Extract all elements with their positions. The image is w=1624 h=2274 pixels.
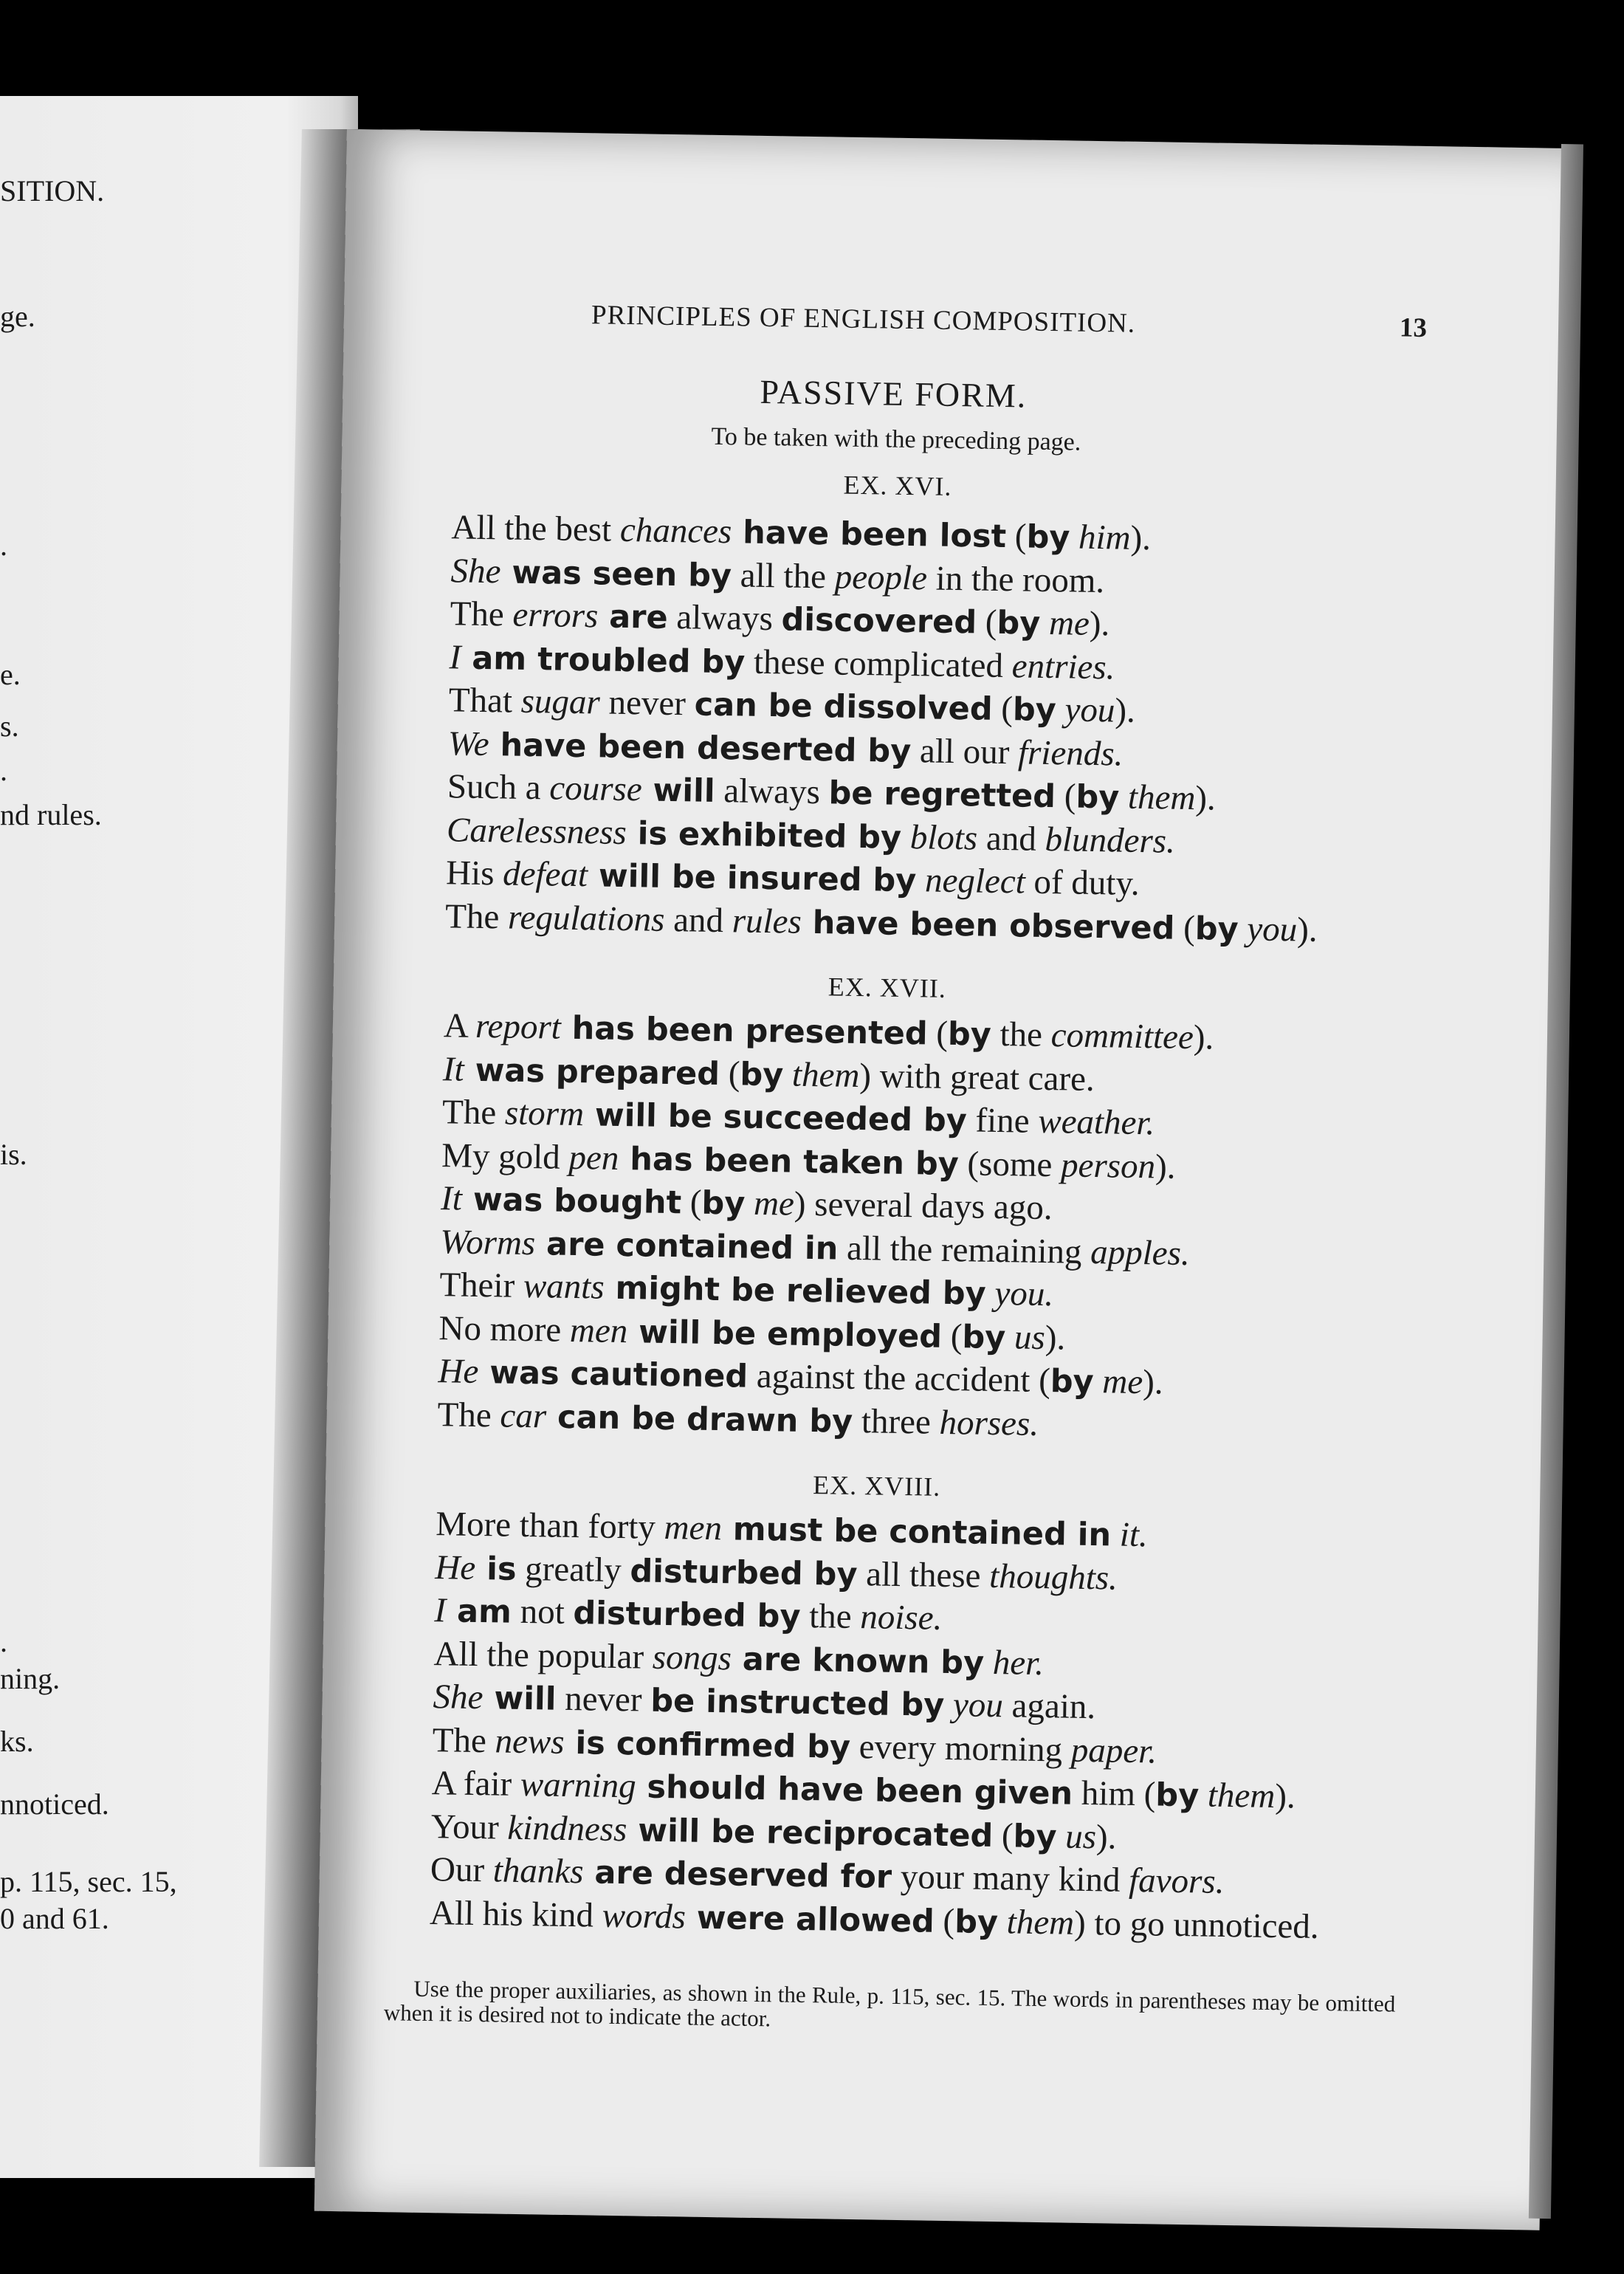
verb-phrase: will be succeeded by [583,1096,968,1140]
exercise-sentence [441,1178,1053,1228]
text-run: ) to go unnoticed. [1073,1903,1320,1946]
text-run: never [599,683,695,724]
text-run: Such a [447,767,550,808]
verb-phrase: by [1194,910,1239,948]
verb-phrase: are deserved for [583,1854,892,1896]
text-run: Our [430,1850,494,1890]
exercise-sentence [437,1395,1039,1444]
italic-word: storm [504,1093,585,1134]
italic-word: errors [512,595,599,636]
text-run: That [448,681,522,721]
italic-word: favors. [1128,1861,1225,1901]
italic-word: She [433,1677,484,1717]
exercise-sentence [448,724,1124,774]
italic-word: Worms [439,1222,536,1263]
verb-phrase: by [1012,691,1057,729]
exercise-sentence [450,594,1109,644]
text-run: ). [1274,1777,1296,1816]
left-page-fragment: is. [0,1138,27,1171]
verb-phrase: are contained in [534,1225,839,1268]
verb-phrase: might be relieved by [604,1269,987,1313]
italic-word: news [495,1721,565,1762]
italic-word: horses. [939,1403,1039,1443]
text-run: and [977,819,1046,859]
text-run [745,1184,754,1223]
italic-word: you. [994,1274,1054,1314]
section-title: PASSIVE FORM. [760,372,1028,415]
verb-phrase: discovered [781,601,977,642]
text-run: ( [927,1014,949,1053]
verb-phrase: by [947,1015,992,1054]
exercise-sentence [436,1504,1148,1555]
italic-word: I [449,637,461,677]
italic-word: me [753,1184,795,1223]
exercise-sentence [435,1548,1118,1598]
exercise-sentence [439,1265,1053,1314]
italic-word: rules [732,901,802,941]
text-run: against the accident ( [747,1356,1051,1401]
text-run: ( [992,689,1014,729]
italic-word: We [447,724,490,763]
text-run: ). [1155,1147,1176,1186]
italic-word: chances [619,510,732,552]
exercise-sentence [438,1308,1066,1358]
verb-phrase: am [445,1593,512,1631]
exercise-sentence [450,551,1104,601]
text-run: of duty. [1025,862,1140,903]
exercise-sentence [432,1720,1157,1771]
exercise-sentence [448,680,1135,731]
exercise-sentence [447,766,1217,818]
italic-word: wants [523,1266,605,1307]
italic-word: weather. [1037,1102,1155,1143]
text-run: and [664,900,733,940]
verb-phrase: is exhibited by [626,814,902,856]
text-run [985,1274,995,1313]
text-run [998,1903,1008,1941]
text-run: never [556,1679,651,1720]
text-run: ) with great care. [859,1056,1095,1099]
verb-phrase: will [483,1680,557,1718]
italic-word: warning [520,1765,636,1806]
verb-phrase: was cautioned [478,1354,749,1395]
text-run: ). [1193,1018,1214,1057]
italic-word: noise. [859,1598,943,1638]
text-run: again. [1002,1686,1096,1727]
verb-phrase: have been deserted by [489,726,912,770]
italic-word: It [442,1049,465,1089]
text-run: ). [1142,1363,1164,1402]
section-subtitle: To be taken with the preceding page. [711,422,1081,456]
verb-phrase: will be reciprocated [626,1811,994,1855]
italic-word: songs [652,1638,732,1677]
italic-word: regulations [507,898,665,939]
text-run: all our [910,731,1019,772]
verb-phrase: have been observed [801,904,1175,947]
text-run: Their [439,1265,524,1305]
verb-phrase: can be drawn by [546,1398,853,1440]
left-page-fragment: s. [0,710,19,743]
text-run: (some [958,1144,1062,1184]
exercise-sentence [441,1136,1176,1187]
italic-word: thoughts. [988,1556,1118,1598]
italic-word: them [1127,777,1196,818]
italic-word: It [440,1179,463,1218]
verb-phrase: is confirmed by [564,1724,851,1766]
exercise-sentence [451,507,1151,558]
left-page-fragment: p. 115, sec. 15, [0,1865,177,1898]
left-page-fragment: ning. [0,1662,61,1695]
verb-phrase: are [597,598,669,636]
text-run: The [444,896,509,937]
verb-phrase: by [997,604,1041,642]
italic-word: blunders. [1045,820,1176,861]
italic-word: person [1060,1145,1156,1186]
italic-word: them [1207,1776,1276,1816]
text-run: your many kind [891,1857,1129,1900]
text-run: ). [1115,691,1136,730]
italic-word: her. [992,1643,1045,1683]
text-run: Your [430,1807,508,1847]
left-page-fragment: e. [0,658,21,691]
text-run: The [437,1395,500,1435]
exercise-sentence [434,1590,943,1638]
exercise-sentence [446,853,1140,904]
text-run: ( [1174,908,1196,947]
exercise-sentence [447,810,1176,861]
italic-word: them [1006,1902,1075,1942]
text-run [1093,1362,1103,1401]
italic-word: people [834,557,928,597]
running-head: PRINCIPLES OF ENGLISH COMPOSITION. [591,300,1136,339]
italic-word: blots [909,817,978,858]
text-run: greatly [516,1549,630,1590]
text-run: ). [1194,779,1217,818]
text-run: ( [681,1183,702,1222]
left-page-fragment: . [0,529,7,562]
text-run: all the remaining [837,1229,1091,1271]
text-run: always [715,771,830,812]
verb-phrase: by [962,1318,1006,1356]
exercise-sentence [433,1634,1044,1683]
italic-word: course [548,769,643,809]
italic-word: apples. [1090,1232,1191,1273]
text-run: the [991,1014,1052,1055]
text-run [1005,1318,1015,1356]
verb-phrase: by [1076,778,1120,817]
italic-word: men [569,1311,628,1350]
italic-word: neglect [924,861,1026,901]
italic-word: words [602,1896,687,1937]
italic-word: defeat [502,854,588,895]
italic-word: me [1048,604,1090,643]
exercise-sentence [438,1351,1163,1402]
italic-word: kindness [507,1808,627,1849]
verb-phrase: will be employed [627,1313,943,1356]
text-run: always [667,597,782,639]
italic-word: you [1064,690,1115,730]
exercise-sentence [442,1092,1155,1143]
text-run: All the best [451,508,621,549]
verb-phrase: is [475,1550,517,1588]
text-run: The [450,594,513,634]
exercise-heading: EX. XVI. [843,470,952,501]
text-run: ( [941,1316,963,1356]
text-run: ). [1130,518,1152,558]
text-run: All his kind [429,1893,603,1935]
exercise-sentence [445,896,1318,950]
left-page-fragment: ks. [0,1725,34,1758]
exercise-sentence [449,637,1115,687]
verb-phrase: are known by [731,1640,985,1682]
verb-phrase: will be insured by [587,857,917,900]
verb-phrase: by [1050,1363,1095,1401]
italic-word: report [475,1006,562,1047]
verb-phrase: should have been given [636,1768,1073,1813]
text-run: A [443,1006,476,1045]
italic-word: it. [1119,1515,1149,1555]
text-run: all the [731,555,836,596]
text-run: him ( [1072,1773,1156,1814]
exercise-sentence [443,1049,1095,1099]
left-page-fragment: ge. [0,300,35,333]
italic-word: Carelessness [446,810,627,852]
text-run: fine [966,1101,1039,1141]
text-run [1111,1515,1121,1553]
text-run: ( [992,1816,1014,1855]
text-run: ( [1005,517,1027,556]
italic-word: me [1102,1362,1143,1402]
verb-phrase: can be dissolved [694,686,993,728]
footnote-text: Use the proper auxiliaries, as shown in the Rule, p. 115, sec. 15. The words in parentheses may be omitted when it is desired not to indicate the actor. [383,1975,1396,2032]
text-run: A fair [431,1764,521,1804]
verb-phrase: by [701,1184,746,1223]
italic-word: I [434,1591,447,1630]
text-run: the [800,1596,861,1637]
exercise-sentence [440,1222,1190,1274]
exercise-sentence [433,1677,1095,1727]
italic-word: you [1247,909,1298,949]
exercise-sentence [430,1807,1116,1858]
italic-word: He [438,1352,479,1392]
verb-phrase: was prepared [464,1051,720,1093]
footnote [384,1976,1396,2041]
text-run [916,861,926,899]
text-run: ). [1045,1318,1066,1357]
italic-word: She [450,551,501,591]
italic-word: him [1078,518,1132,557]
italic-word: car [500,1395,547,1435]
verb-phrase: disturbed by [630,1552,858,1593]
left-page-fragment: nnoticed. [0,1787,109,1821]
text-run [1070,518,1079,556]
verb-phrase: by [1013,1817,1057,1855]
page-number: 13 [1399,312,1428,344]
text-run [1056,690,1065,729]
left-page-fragment: 0 and 61. [0,1902,109,1935]
verb-phrase: be instructed by [650,1682,945,1724]
verb-phrase: was seen by [500,553,732,594]
italic-word: committee [1050,1016,1194,1057]
text-run: ). [1089,604,1110,644]
text-run: The [432,1720,495,1760]
italic-word: paper. [1070,1731,1157,1770]
text-run: My gold [441,1136,569,1177]
verb-phrase: by [1026,518,1070,557]
text-run [783,1055,793,1093]
text-run: ) several days ago. [794,1184,1053,1228]
text-run: ( [976,602,997,642]
text-run: ( [719,1054,740,1093]
text-run: ). [1296,910,1318,949]
text-run: No more [438,1308,571,1350]
text-run: in the room. [926,558,1105,600]
exercise-heading: EX. XVIII. [812,1470,941,1502]
italic-word: He [435,1548,476,1587]
left-page-fragment: . [0,754,7,787]
verb-phrase: am troubled by [461,639,746,681]
verb-phrase: must be contained in [721,1511,1112,1554]
italic-word: us [1064,1817,1097,1856]
text-run: every morning [850,1727,1072,1770]
text-run: these complicated [744,642,1013,685]
text-run: The [441,1093,506,1133]
verb-phrase: have been lost [731,514,1007,556]
verb-phrase: was bought [461,1181,682,1222]
text-run: ( [934,1901,955,1940]
italic-word: friends. [1017,732,1124,774]
verb-phrase: will [641,772,715,810]
text-run: ). [1095,1817,1117,1857]
italic-word: us [1014,1317,1046,1357]
italic-word: thanks [492,1851,584,1892]
exercise-sentence [444,1006,1214,1057]
right-page [314,129,1572,2230]
text-run: ( [1055,777,1076,816]
italic-word: pen [568,1138,619,1178]
text-run: All the popular [433,1634,653,1677]
italic-word: sugar [520,681,601,722]
italic-word: men [664,1508,723,1548]
exercise-heading: EX. XVII. [828,972,947,1003]
verb-phrase: were allowed [685,1899,935,1940]
verb-phrase: by [954,1903,999,1941]
verb-phrase: has been presented [560,1009,928,1053]
verb-phrase: has been taken by [618,1140,960,1183]
text-run: three [852,1401,940,1442]
verb-phrase: by [740,1056,784,1093]
italic-word: you [952,1686,1004,1725]
text-run: More than forty [435,1505,665,1547]
verb-phrase: be regretted [828,774,1056,816]
left-page-fragment: SITION. [0,174,105,207]
left-page-fragment: nd rules. [0,798,102,831]
italic-word: entries. [1011,646,1115,687]
text-run [1119,778,1129,817]
text-run: all these [857,1554,990,1595]
left-page-fragment: . [0,1625,7,1658]
verb-phrase: by [1155,1776,1200,1815]
italic-word: them [791,1055,860,1095]
text-run: not [511,1592,574,1632]
text-run: His [445,853,503,893]
verb-phrase: disturbed by [573,1595,801,1635]
text-run [901,817,911,856]
